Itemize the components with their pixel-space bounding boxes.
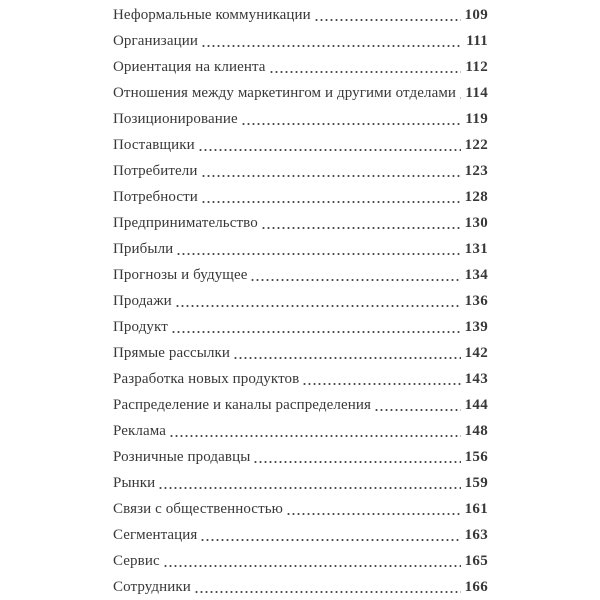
toc-entry-page: 139 <box>464 319 488 335</box>
dot-leader <box>200 539 460 541</box>
dot-leader <box>169 435 461 437</box>
dot-leader <box>233 357 461 359</box>
dot-leader <box>250 279 460 281</box>
toc-entry <box>113 444 488 470</box>
dot-leader <box>201 175 461 177</box>
toc-entry-page: 130 <box>464 215 488 231</box>
toc-entry <box>113 262 488 288</box>
toc-entry-page: 156 <box>464 449 488 465</box>
toc-entry-page: 143 <box>464 371 488 387</box>
dot-leader <box>302 383 460 385</box>
toc-entry-title: Потребители <box>113 163 198 179</box>
toc-entry <box>113 418 488 444</box>
toc-entry-page: 134 <box>464 267 488 283</box>
toc-entry-page: 128 <box>464 189 488 205</box>
toc-entry <box>113 366 488 392</box>
toc-entry-page: 111 <box>466 33 488 49</box>
toc-entry-title: Розничные продавцы <box>113 449 251 465</box>
dot-leader <box>163 565 461 567</box>
toc-list <box>113 2 488 600</box>
toc-entry-title: Позиционирование <box>113 111 238 127</box>
dot-leader <box>194 591 461 593</box>
toc-entry-page: 109 <box>464 7 488 23</box>
dot-leader <box>158 487 460 489</box>
toc-entry-page: 142 <box>464 345 488 361</box>
dot-leader <box>286 513 461 515</box>
toc-entry-title: Прогнозы и будущее <box>113 267 248 283</box>
toc-entry-title: Продажи <box>113 293 172 309</box>
toc-entry-title: Разработка новых продуктов <box>113 371 300 387</box>
toc-entry-page: 131 <box>464 241 488 257</box>
toc-entry-page: 148 <box>464 423 488 439</box>
dot-leader <box>201 45 462 47</box>
dot-leader <box>241 123 462 125</box>
toc-entry <box>113 470 488 496</box>
dot-leader <box>459 97 461 99</box>
toc-entry <box>113 158 488 184</box>
toc-entry-title: Продукт <box>113 319 168 335</box>
toc-entry-title: Неформальные коммуникации <box>113 7 311 23</box>
toc-entry-title: Распределение и каналы распределения <box>113 397 371 413</box>
toc-entry-page: 144 <box>464 397 488 413</box>
toc-entry <box>113 54 488 80</box>
toc-entry <box>113 80 488 106</box>
dot-leader <box>198 149 461 151</box>
toc-entry-page: 166 <box>464 579 488 595</box>
dot-leader <box>201 201 461 203</box>
toc-entry-title: Прибыли <box>113 241 174 257</box>
toc-entry-title: Связи с общественностью <box>113 501 283 517</box>
toc-entry <box>113 548 488 574</box>
toc-entry <box>113 288 488 314</box>
dot-leader <box>175 305 461 307</box>
toc-entry <box>113 210 488 236</box>
dot-leader <box>176 253 460 255</box>
toc-entry-title: Сегментация <box>113 527 198 543</box>
toc-entry-title: Сервис <box>113 553 160 569</box>
toc-entry-page: 163 <box>464 527 488 543</box>
toc-entry-page: 114 <box>465 85 488 101</box>
toc-entry <box>113 132 488 158</box>
toc-entry-title: Ориентация на клиента <box>113 59 266 75</box>
toc-entry <box>113 340 488 366</box>
toc-entry <box>113 392 488 418</box>
toc-entry-title: Поставщики <box>113 137 195 153</box>
toc-entry-title: Рынки <box>113 475 156 491</box>
toc-entry-page: 123 <box>464 163 488 179</box>
toc-entry-page: 112 <box>465 59 488 75</box>
toc-entry <box>113 106 488 132</box>
toc-entry <box>113 184 488 210</box>
dot-leader <box>314 19 461 21</box>
dot-leader <box>171 331 461 333</box>
toc-entry <box>113 574 488 600</box>
toc-entry-title: Отношения между маркетингом и другими отделами <box>113 85 457 101</box>
toc-entry-title: Предпринимательство <box>113 215 258 231</box>
toc-entry-page: 136 <box>464 293 488 309</box>
toc-entry-title: Сотрудники <box>113 579 191 595</box>
dot-leader <box>261 227 461 229</box>
toc-entry-page: 119 <box>465 111 488 127</box>
toc-entry-title: Прямые рассылки <box>113 345 231 361</box>
toc-entry <box>113 236 488 262</box>
toc-entry-title: Организации <box>113 33 198 49</box>
dot-leader <box>269 71 462 73</box>
toc-entry <box>113 522 488 548</box>
toc-entry <box>113 28 488 54</box>
toc-entry-title: Потребности <box>113 189 198 205</box>
dot-leader <box>374 409 461 411</box>
toc-entry <box>113 496 488 522</box>
toc-entry-page: 161 <box>464 501 488 517</box>
toc-entry-page: 122 <box>464 137 488 153</box>
dot-leader <box>253 461 460 463</box>
toc-entry <box>113 2 488 28</box>
toc-entry-page: 165 <box>464 553 488 569</box>
toc-entry <box>113 314 488 340</box>
toc-entry-title: Реклама <box>113 423 166 439</box>
toc-entry-page: 159 <box>464 475 488 491</box>
